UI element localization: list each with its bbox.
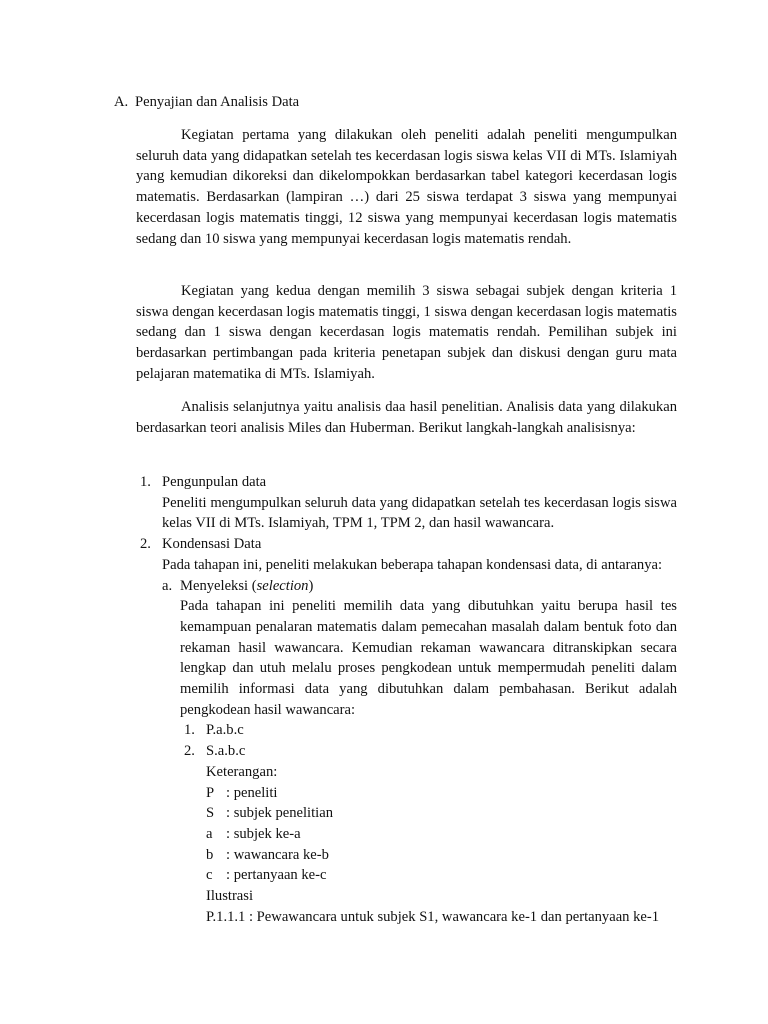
substep-title: Menyeleksi (selection) <box>180 577 314 594</box>
legend-row <box>206 865 677 886</box>
paragraph-1: Kegiatan pertama yang dilakukan oleh peneliti adalah peneliti mengumpulkan seluruh data yang didapatkan setelah tes kecerdasan logis siswa kelas VII di MTs. Islamiyah yang kemudian dikoreksi dan dikelompokkan berdasarkan tabel kategori kecerdasan logis matematis. Berdasarkan (lampiran …) dari 25 siswa terdapat 3 siswa yang mempunyai kecerdasan logis matematis tinggi, 12 siswa yang mempunyai kecerdasan logis matematis sedang dan 10 siswa yang mempunyai kecerdasan logis matematis rendah. <box>136 127 677 247</box>
step-body: Peneliti mengumpulkan seluruh data yang didapatkan setelah tes kecerdasan logis siswa kelas VII di MTs. Islamiyah, TPM 1, TPM 2, dan hasil wawancara. <box>162 494 677 532</box>
legend-meaning: : pertanyaan ke-c <box>226 867 327 884</box>
legend-meaning: : subjek penelitian <box>226 805 333 822</box>
legend-symbol: c <box>206 867 213 884</box>
code-list-item <box>180 741 677 762</box>
illustration-title: Ilustrasi <box>206 888 254 905</box>
step-title: Pengunpulan data <box>162 474 267 490</box>
legend-symbol: a <box>206 825 213 842</box>
code-value: P.a.b.c <box>206 722 244 739</box>
section-title: Penyajian dan Analisis Data <box>135 94 300 110</box>
list-item <box>136 472 677 534</box>
legend-meaning: : wawancara ke-b <box>226 846 329 863</box>
legend-row <box>206 803 677 824</box>
legend-symbol: b <box>206 846 214 863</box>
list-item-number: 1. <box>140 474 151 490</box>
substep-marker: a. <box>162 577 173 594</box>
substep-term: selection <box>256 577 309 594</box>
legend-title: Keterangan: <box>206 763 278 780</box>
code-list-item <box>180 720 677 741</box>
code-value: S.a.b.c <box>206 743 246 760</box>
list-item-number: 2. <box>140 536 151 553</box>
analysis-steps-list <box>136 472 677 927</box>
paragraph-3: Analisis selanjutnya yaitu analisis daa hasil penelitian. Analisis data yang dilakukan berdasarkan teori analisis Miles dan Huberman. Berikut langkah-langkah analisisnya: <box>136 399 677 436</box>
legend-symbol: S <box>206 805 215 822</box>
illustration-text: P.1.1.1 : Pewawancara untuk subjek S1, wawancara ke-1 dan pertanyaan ke-1 <box>206 908 660 925</box>
substep-body: Pada tahapan ini peneliti memilih data yang dibutuhkan yaitu berupa hasil tes kemampuan penalaran matematis dalam pemecahan masalah dalam bentuk foto dan rekaman hasil wawancara. Kemudian rekaman wawancara ditranskipkan secara lengkap dan utuh melalu proses pengkodean untuk mempermudah peneliti dalam memilih informasi data yang dibutuhkan dalam pembahasan. Berikut adalah pengkodean hasil wawancara: <box>180 598 677 718</box>
legend-symbol: P <box>206 784 215 801</box>
legend-meaning: : peneliti <box>226 784 278 801</box>
legend-row <box>206 783 677 804</box>
paragraph-2: Kegiatan yang kedua dengan memilih 3 siswa sebagai subjek dengan kriteria 1 siswa dengan kecerdasan logis matematis tinggi, 1 siswa dengan kecerdasan logis matematis sedang dan 1 siswa dengan kecerdasan logis matematis rendah. Pemilihan subjek ini berdasarkan pertimbangan pada kriteria penetapan subjek dan diskusi dengan guru mata pelajaran matematika di MTs. Islamiyah. <box>136 283 677 382</box>
list-item <box>136 534 677 927</box>
legend-row <box>206 824 677 845</box>
section-marker: A. <box>114 94 129 110</box>
legend <box>180 762 677 928</box>
step-body: Pada tahapan ini, peneliti melakukan beberapa tahapan kondensasi data, di antaranya: <box>162 556 663 573</box>
step-title: Kondensasi Data <box>162 536 262 553</box>
code-number: 2. <box>184 743 195 760</box>
legend-meaning: : subjek ke-a <box>226 825 301 842</box>
legend-row <box>206 845 677 866</box>
substep-item <box>162 576 677 928</box>
code-number: 1. <box>184 722 195 739</box>
section-heading <box>114 92 674 113</box>
